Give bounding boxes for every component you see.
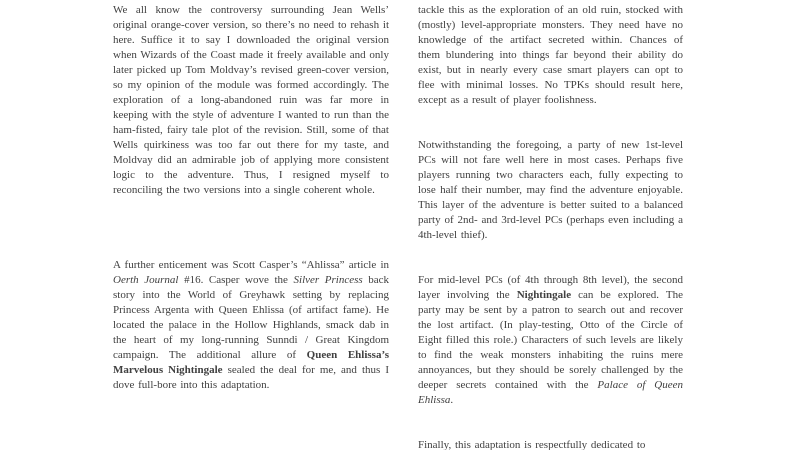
paragraph [418,138,683,243]
body-text: back story into the World of Greyhawk setting by replacing Princess Argenta with Queen Ehlissa (of artifact fame). He located the palace in the Hollow Highlands, smack dab in the heart of my long-running Sunndi / Great Kingdom campaign. The additional allure of [113,274,390,361]
body-text: tackle this as the exploration of an old ruin, stocked with (mostly) level-appropriate monsters. They need have no knowledge of the artifact secreted within. Chances of them blundering into things far beyond their ability do exist, but in nearly every case smart players can opt to flee with minimal losses. No TPKs should result here, except as a result of player foolishness. [418,4,683,106]
italic-text: Silver Princess [293,274,363,286]
body-text: We all know the controversy surrounding Jean Wells’ original orange-cover version, so there’s no need to rehash it here. Suffice it to say I downloaded the original version when Wizards of the Coast made it freely available and only later picked up Tom Moldvay’s revised green-cover version, so my opinion of the module was formed accordingly. The exploration of a long-abandoned ruin was far more in keeping with the style of adventure I wanted to run than the ham-fisted, fairy tale plot of the revision. Still, some of that Wells quirkiness was too far out there for my taste, and Moldvay did an admirable job of applying more consistent logic to the adventure. Thus, I resigned myself to reconciling the two versions into a single coherent whole. [113,4,389,196]
body-text: For mid-level PCs (of 4th through 8th level), the second layer involving the [418,274,683,301]
italic-text: Oerth Journal [113,274,179,286]
body-text: Finally, this adaptation is respectfully dedicated to [418,439,646,450]
text-column-left [113,0,389,450]
bold-text: Nightingale [516,289,572,301]
body-text: can be explored. The party may be sent by a patron to search out and recover the lost artifact. (In play-testing, Otto of the Circle of Eight filled this role.) Characters of such levels are likely to find the weak monsters inhabiting the ruins mere annoyances, but they should be sorely challenged by the deeper secrets contained with the [418,289,683,391]
paragraph [418,3,683,108]
paragraph [113,258,389,393]
paragraph [418,273,683,408]
body-text: Notwithstanding the foregoing, a party of new 1st-level PCs will not fare well here in most cases. Perhaps five players running two characters each, fully expecting to lose half their number, may find the adventure enjoyable. This layer of the adventure is better suited to a balanced party of 2nd- and 3rd-level PCs (perhaps even including a 4th-level thief). [418,139,683,241]
body-text: sealed the deal for me, and thus I dove full-bore into this adaptation. [113,364,390,391]
paragraph [113,3,389,198]
body-text: . [450,394,454,406]
text-column-right [418,0,683,450]
body-text: A further enticement was Scott Casper’s “Ahlissa” article in [113,259,389,271]
paragraph [418,438,683,450]
body-text: #16. Casper wove the [178,274,294,286]
italic-text: Palace of Queen Ehlissa [418,379,683,406]
bold-text: Queen Ehlissa’s Marvelous Nightingale [113,349,389,376]
